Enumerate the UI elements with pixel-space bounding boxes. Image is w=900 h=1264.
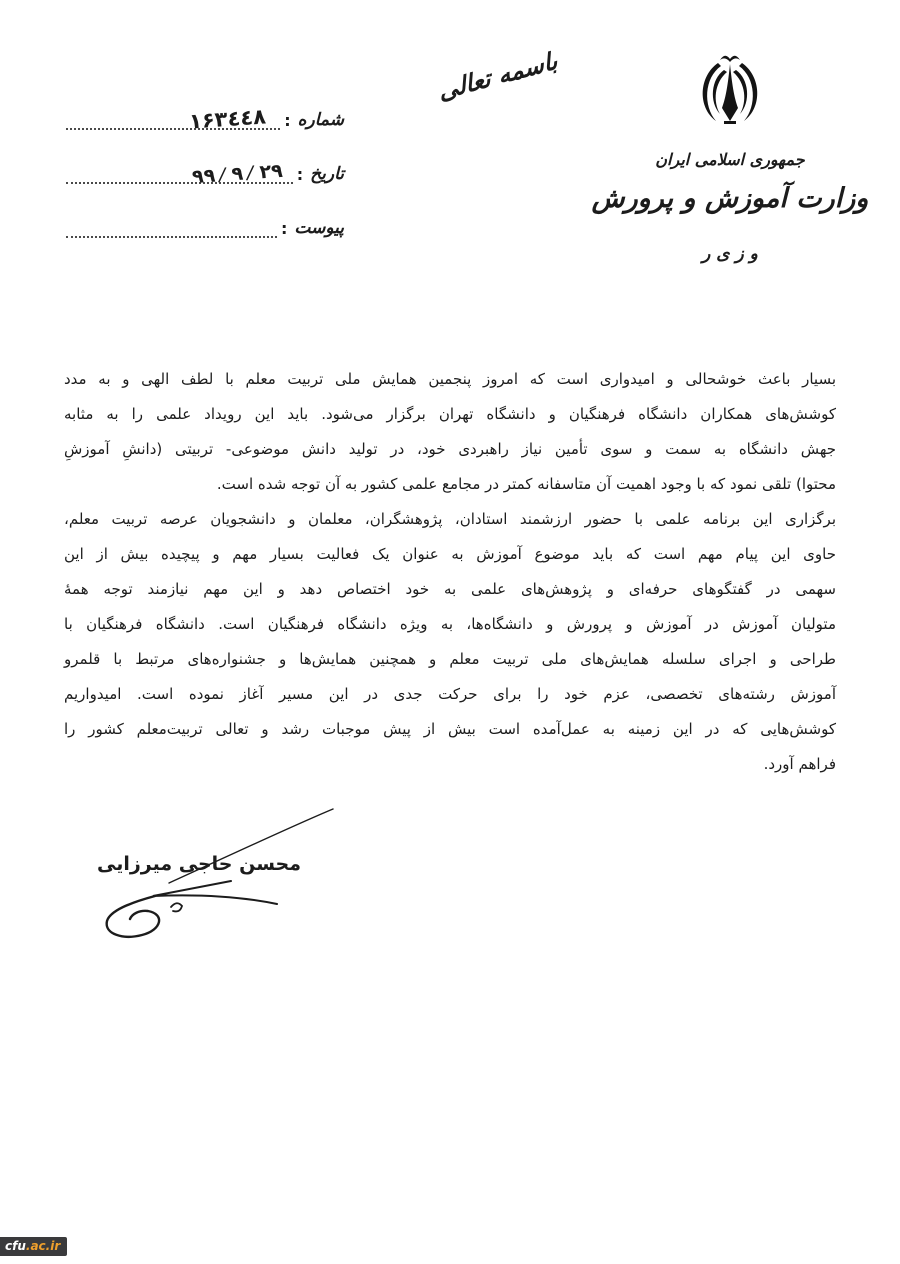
attachment-label: پیوست xyxy=(294,218,344,238)
letterhead xyxy=(570,48,890,264)
meta-row-date xyxy=(62,154,344,189)
date-separator: / xyxy=(217,163,230,187)
office-title: و ز ی ر xyxy=(702,244,758,264)
date-separator: / xyxy=(245,161,258,185)
watermark-badge xyxy=(0,1237,67,1256)
meta-row-attachment xyxy=(62,208,344,238)
body-line: طراحی و اجرای سلسله همایش‌های ملی تربیت معلم و همچنین همایش‌ها و جشنواره‌های مرتبط با قلمرو xyxy=(64,650,836,668)
attachment-dotted-line xyxy=(66,210,277,238)
date-year: ۹۹ xyxy=(191,164,216,189)
signature-block xyxy=(85,795,385,955)
iran-emblem-icon xyxy=(690,48,770,132)
meta-row-number xyxy=(62,100,344,134)
date-label: تاریخ xyxy=(310,164,344,184)
number-colon: : xyxy=(284,111,291,130)
date-month: ۹ xyxy=(230,162,244,186)
letter-meta xyxy=(62,100,344,262)
body-line: حاوی این پیام مهم است که باید موضوع آموزش به عنوان یک فعالیت بسیار مهم و پیچیده بیش از این xyxy=(64,545,836,563)
body-line: متولیان آموزش در آموزش و پرورش و دانشگاه‌ها، به ویژه دانشگاه فرهنگیان است. دانشگاه فرهنگیان با xyxy=(64,615,836,633)
watermark-site: cfu xyxy=(5,1239,26,1253)
body-line: محتوا) تلقی نمود که با وجود اهمیت آن متاسفانه کمتر در مجامع علمی کشور به آن توجه شده است. xyxy=(216,475,836,493)
bismillah-calligraphy: باسمه تعالی xyxy=(436,46,560,106)
body-line: کوشش‌های همکاران دانشگاه فرهنگیان و دانشگاه تهران برگزار می‌شود. باید این رویداد علمی را به مثابه xyxy=(64,405,836,423)
signatory-name: محسن حاجی میرزایی xyxy=(97,853,302,875)
body-line: بسیار باعث خوشحالی و امیدواری است که امروز پنجمین همایش ملی تربیت معلم با لطف الهی و به مدد xyxy=(64,370,836,388)
date-value-handwritten xyxy=(191,160,283,188)
body-line: فراهم آورد. xyxy=(763,755,836,773)
body-line: آموزش رشته‌های تخصصی، عزم خود را برای حرکت جدی در این مسیر آغاز نموده است. امیدواریم xyxy=(64,685,836,703)
body-line: جهش دانشگاه به سمت و سوی تأمین نیاز راهبردی خود، در تولید دانش موضوعی- تربیتی (دانشِ آموزشِ xyxy=(64,440,836,458)
country-name: جمهوری اسلامی ایران xyxy=(655,150,805,169)
letter-body xyxy=(64,362,836,782)
handwritten-signature-icon xyxy=(85,795,385,955)
number-dotted-line xyxy=(66,102,280,134)
date-day: ۲۹ xyxy=(258,159,284,184)
watermark-domain: .ac.ir xyxy=(25,1239,61,1253)
attachment-colon: : xyxy=(281,219,288,238)
ministry-name: وزارت آموزش و پرورش xyxy=(591,183,869,214)
date-colon: : xyxy=(296,165,304,184)
number-value-handwritten: ۱۶۳٤٤۸ xyxy=(188,104,267,134)
body-line: سهمی در گفتگوهای حرفه‌ای و پژوهش‌های علمی به خود اختصاص دهد و این مهم نیازمند توجه همهٔ xyxy=(64,580,836,598)
date-dotted-line xyxy=(66,156,293,189)
body-line: برگزاری این برنامه علمی با حضور ارزشمند استادان، پژوهشگران، معلمان و دانشجویان عرصه تربیت معلم، xyxy=(64,510,836,528)
number-label: شماره xyxy=(297,110,344,130)
body-line: کوشش‌هایی که در این زمینه به عمل‌آمده است بیش از پیش موجبات رشد و تعالی تربیت‌معلم کشور را xyxy=(64,720,836,738)
